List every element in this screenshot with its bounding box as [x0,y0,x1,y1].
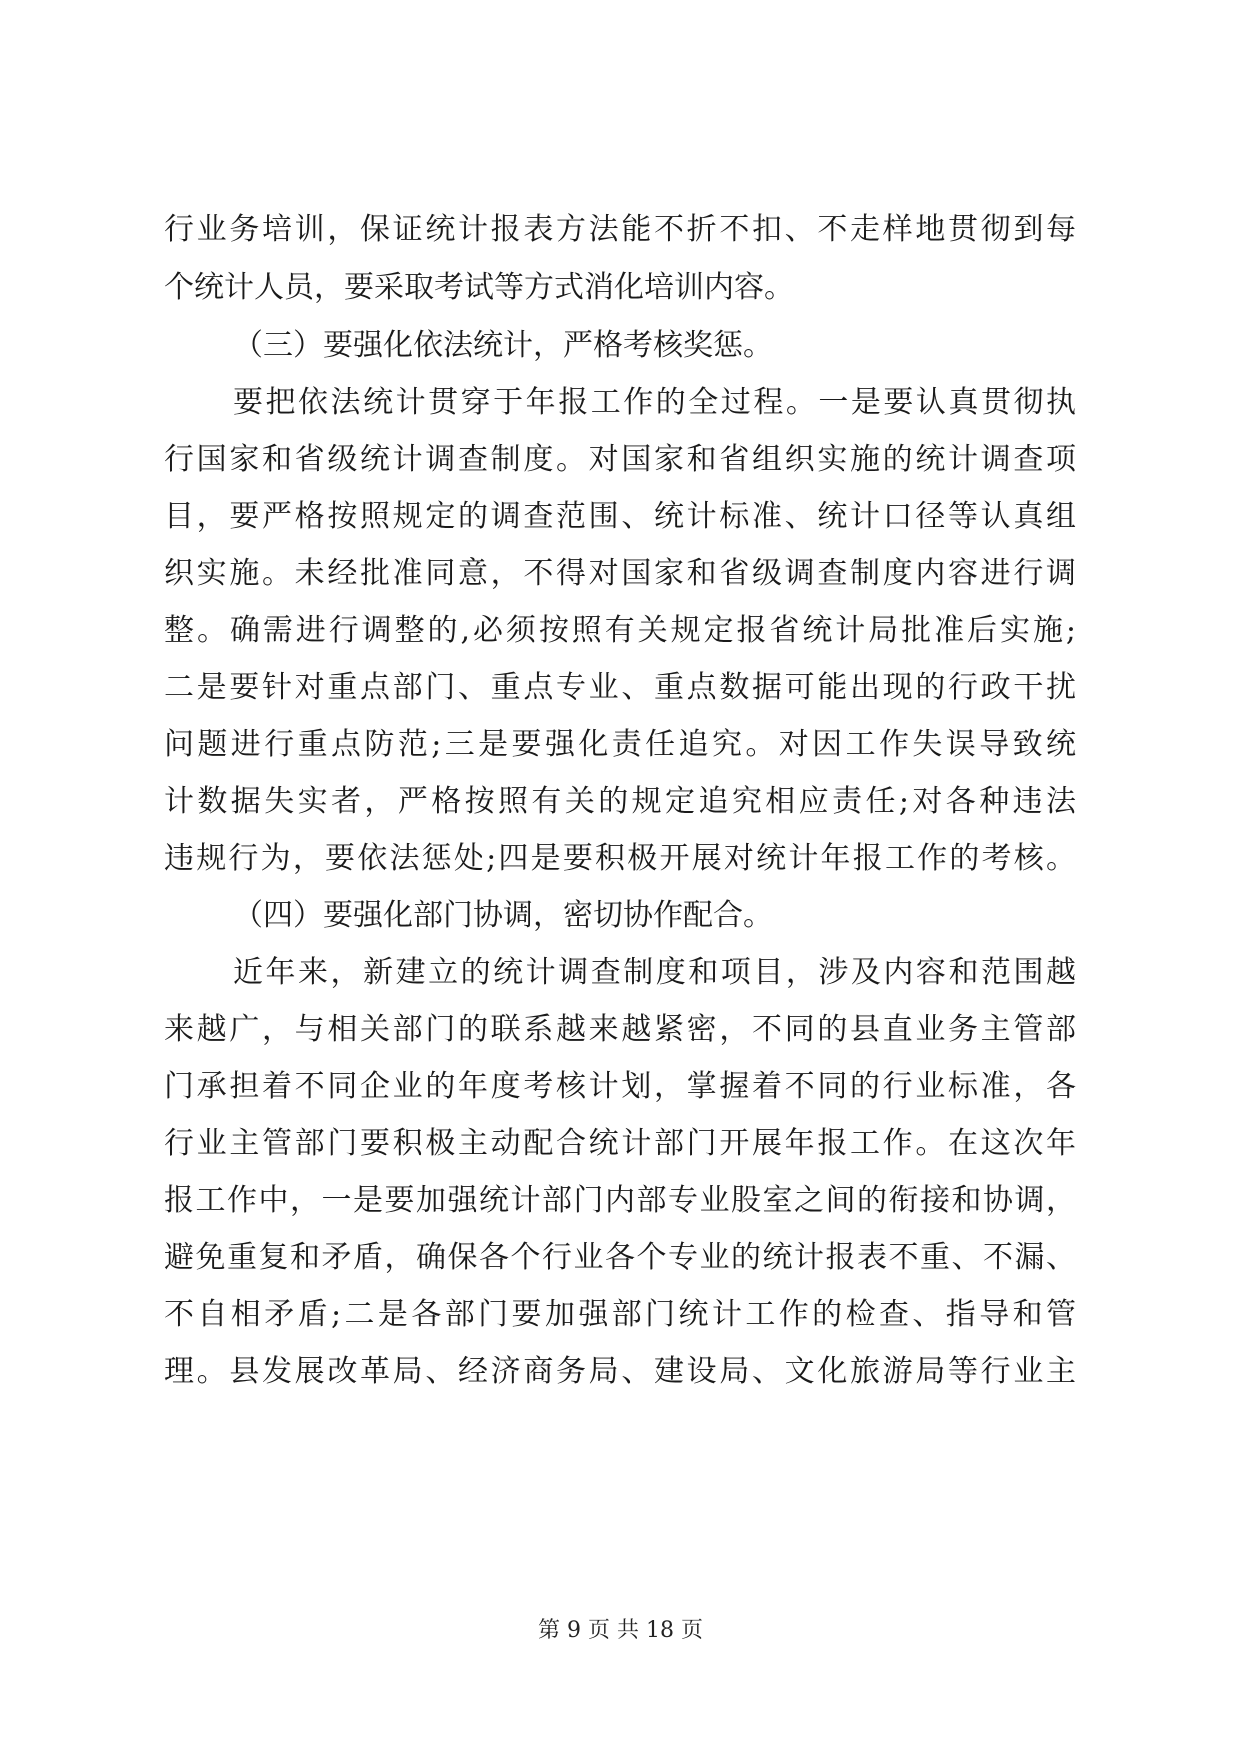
body-line: 要把依法统计贯穿于年报工作的全过程。一是要认真贯彻执 [233,385,1076,420]
body-line: 来越广，与相关部门的联系越来越紧密，不同的县直业务主管部 [164,1012,1076,1047]
body-line: 近年来，新建立的统计调查制度和项目，涉及内容和范围越 [233,955,1076,990]
body-line: 避免重复和矛盾，确保各个行业各个专业的统计报表不重、不漏、 [164,1240,1076,1275]
body-line: 计数据失实者，严格按照有关的规定追究相应责任;对各种违法 [164,784,1076,819]
body-line: 个统计人员，要采取考试等方式消化培训内容。 [164,270,794,305]
body-line: 违规行为，要依法惩处;四是要积极开展对统计年报工作的考核。 [164,841,1076,876]
body-line: 织实施。未经批准同意，不得对国家和省级调查制度内容进行调 [164,556,1076,591]
section-heading: （三）要强化依法统计，严格考核奖惩。 [233,328,773,363]
body-line: 整。确需进行调整的,必须按照有关规定报省统计局批准后实施; [164,613,1076,648]
body-line: 目，要严格按照规定的调查范围、统计标准、统计口径等认真组 [164,499,1076,534]
body-line: 行业主管部门要积极主动配合统计部门开展年报工作。在这次年 [164,1126,1076,1161]
body-line: 行国家和省级统计调查制度。对国家和省组织实施的统计调查项 [164,442,1076,477]
body-line: 行业务培训，保证统计报表方法能不折不扣、不走样地贯彻到每 [164,212,1076,247]
body-line: 报工作中，一是要加强统计部门内部专业股室之间的衔接和协调， [164,1183,1076,1218]
body-line: 不自相矛盾;二是各部门要加强部门统计工作的检查、指导和管 [164,1297,1076,1332]
body-line: 门承担着不同企业的年度考核计划，掌握着不同的行业标准，各 [164,1069,1076,1104]
section-heading: （四）要强化部门协调，密切协作配合。 [233,898,773,933]
body-line: 理。县发展改革局、经济商务局、建设局、文化旅游局等行业主 [164,1354,1076,1389]
body-line: 二是要针对重点部门、重点专业、重点数据可能出现的行政干扰 [164,670,1076,705]
body-line: 问题进行重点防范;三是要强化责任追究。对因工作失误导致统 [164,727,1076,762]
page-footer: 第 9 页 共 18 页 [538,1618,703,1643]
